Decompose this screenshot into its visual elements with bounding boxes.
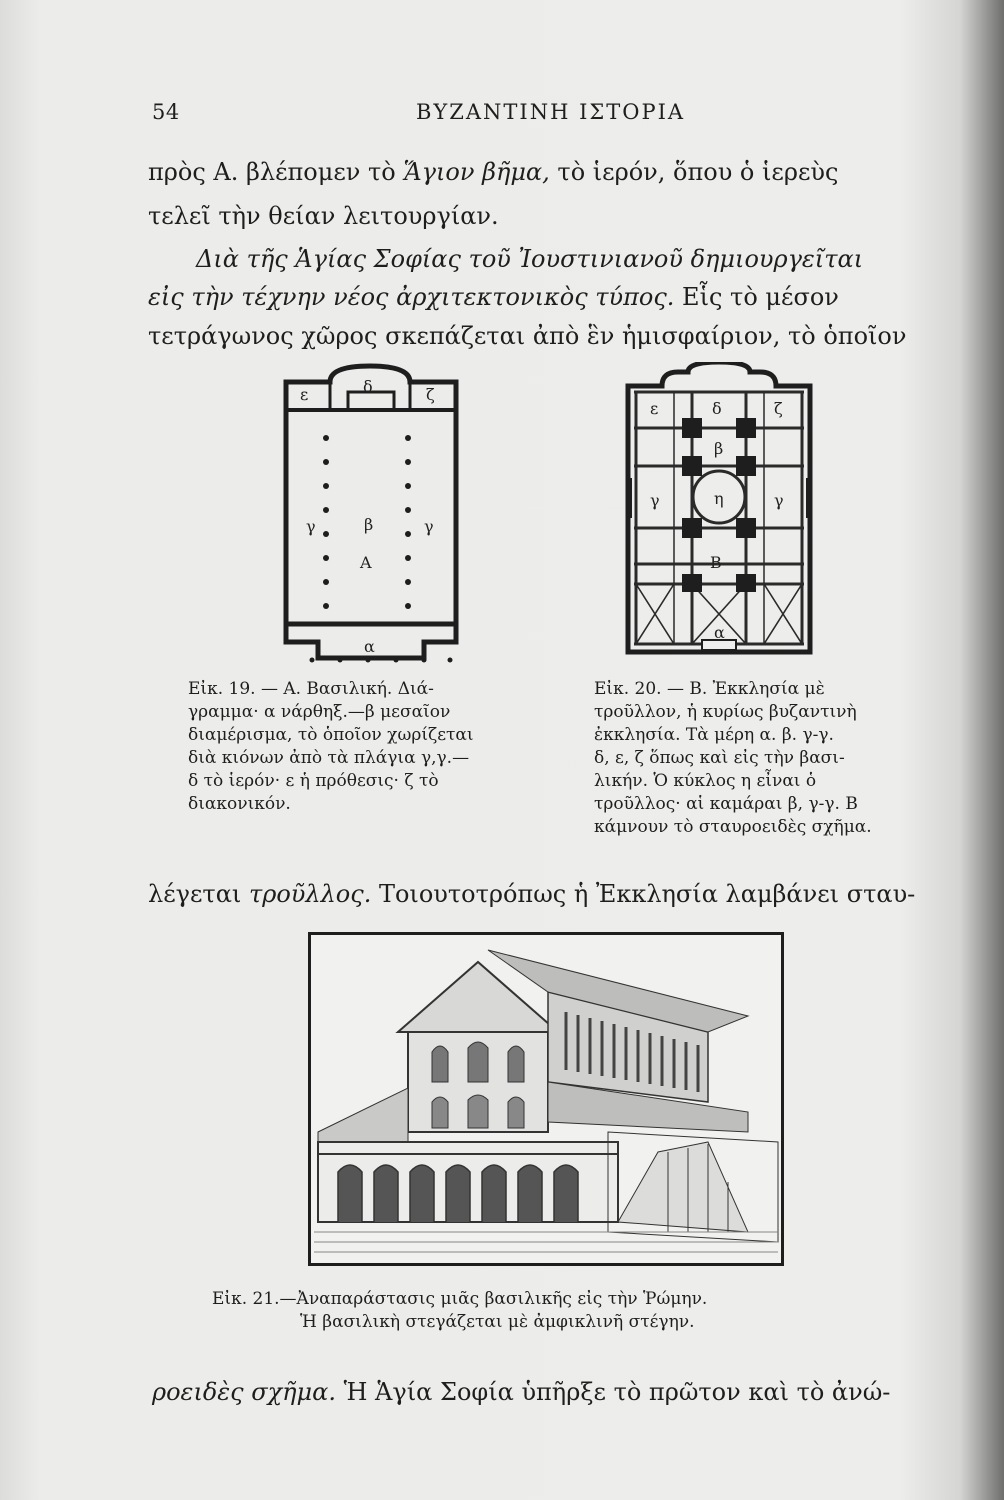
label-g-right: γ — [424, 517, 434, 536]
label-b: β — [714, 439, 724, 458]
figure-21-caption: Εἰκ. 21.—Ἀναπαράστασις μιᾶς βασιλικῆς εἰς τὴν Ῥώμην. Ἡ βασιλικὴ στεγάζεται μὲ ἀμφικλινῆ στέγην. — [212, 1289, 708, 1332]
body-line-1: πρὸς Α. βλέπομεν τὸ Ἅγιον βῆμα, τὸ ἱερόν, ὅπου ὁ ἱερεὺς — [148, 158, 839, 186]
label-a: α — [714, 623, 725, 642]
label-e: ε — [650, 399, 659, 418]
label-g-left: γ — [306, 517, 316, 536]
label-e: ε — [300, 385, 309, 404]
label-d: δ — [363, 377, 373, 396]
label-z: ζ — [774, 399, 783, 418]
label-z: ζ — [426, 385, 435, 404]
basilica-floor-plan — [278, 362, 464, 668]
label-a: α — [364, 637, 375, 656]
byzantine-church-plan — [622, 362, 816, 658]
label-g-right: γ — [774, 491, 784, 510]
body-line-7: ροειδὲς σχῆμα. Ἡ Ἁγία Σοφία ὑπῆρξε τὸ πρῶτον καὶ τὸ ἀνώ- — [152, 1378, 891, 1406]
body-line-4: εἰς τὴν τέχνην νέος ἀρχιτεκτονικὸς τύπος. Εἷς τὸ μέσον — [148, 283, 839, 311]
running-title: ΒΥΖΑΝΤΙΝΗ ΙΣΤΟΡΙΑ — [416, 100, 686, 124]
body-line-3: Διὰ τῆς Ἁγίας Σοφίας τοῦ Ἰουστινιανοῦ δημιουργεῖται — [196, 245, 864, 273]
basilica-engraving — [308, 932, 784, 1266]
body-line-6: λέγεται τροῦλλος. Τοιουτοτρόπως ἡ Ἐκκλησία λαμβάνει σταυ- — [148, 880, 916, 908]
figure-20-caption: Εἰκ. 20. — Β. Ἐκκλησία μὲ τροῦλλον, ἡ κυρίως βυζαντινὴ ἐκκλησία. Τὰ μέρη α. β. γ-γ. δ, ε, ζ ὅπως καὶ εἰς τὴν βασι- λικήν. Ὁ κύκλος η εἶναι ὁ τροῦλλος· αἱ καμάραι β, γ-γ. Β κάμνουν τὸ σταυροειδὲς σχῆμα. — [594, 679, 872, 837]
label-A: Α — [360, 553, 372, 572]
figure-19-caption: Εἰκ. 19. — Α. Βασιλική. Διά- γραμμα· α νάρθηξ.—β μεσαῖον διαμέρισμα, τὸ ὁποῖον χωρίζεται διὰ κιόνων ἀπὸ τὰ πλάγια γ,γ.— δ τὸ ἱερόν· ε ἡ πρόθεσις· ζ τὸ διακονικόν. — [188, 679, 474, 814]
body-line-5: τετράγωνος χῶρος σκεπάζεται ἀπὸ ἓν ἡμισφαίριον, τὸ ὁποῖον — [148, 322, 907, 350]
label-h: η — [714, 489, 724, 508]
page-number: 54 — [152, 100, 180, 124]
body-line-2: τελεῖ τὴν θείαν λειτουργίαν. — [148, 202, 499, 230]
label-g-left: γ — [650, 491, 660, 510]
label-B: Β — [710, 553, 722, 572]
label-b: β — [364, 515, 374, 534]
label-d: δ — [712, 399, 722, 418]
